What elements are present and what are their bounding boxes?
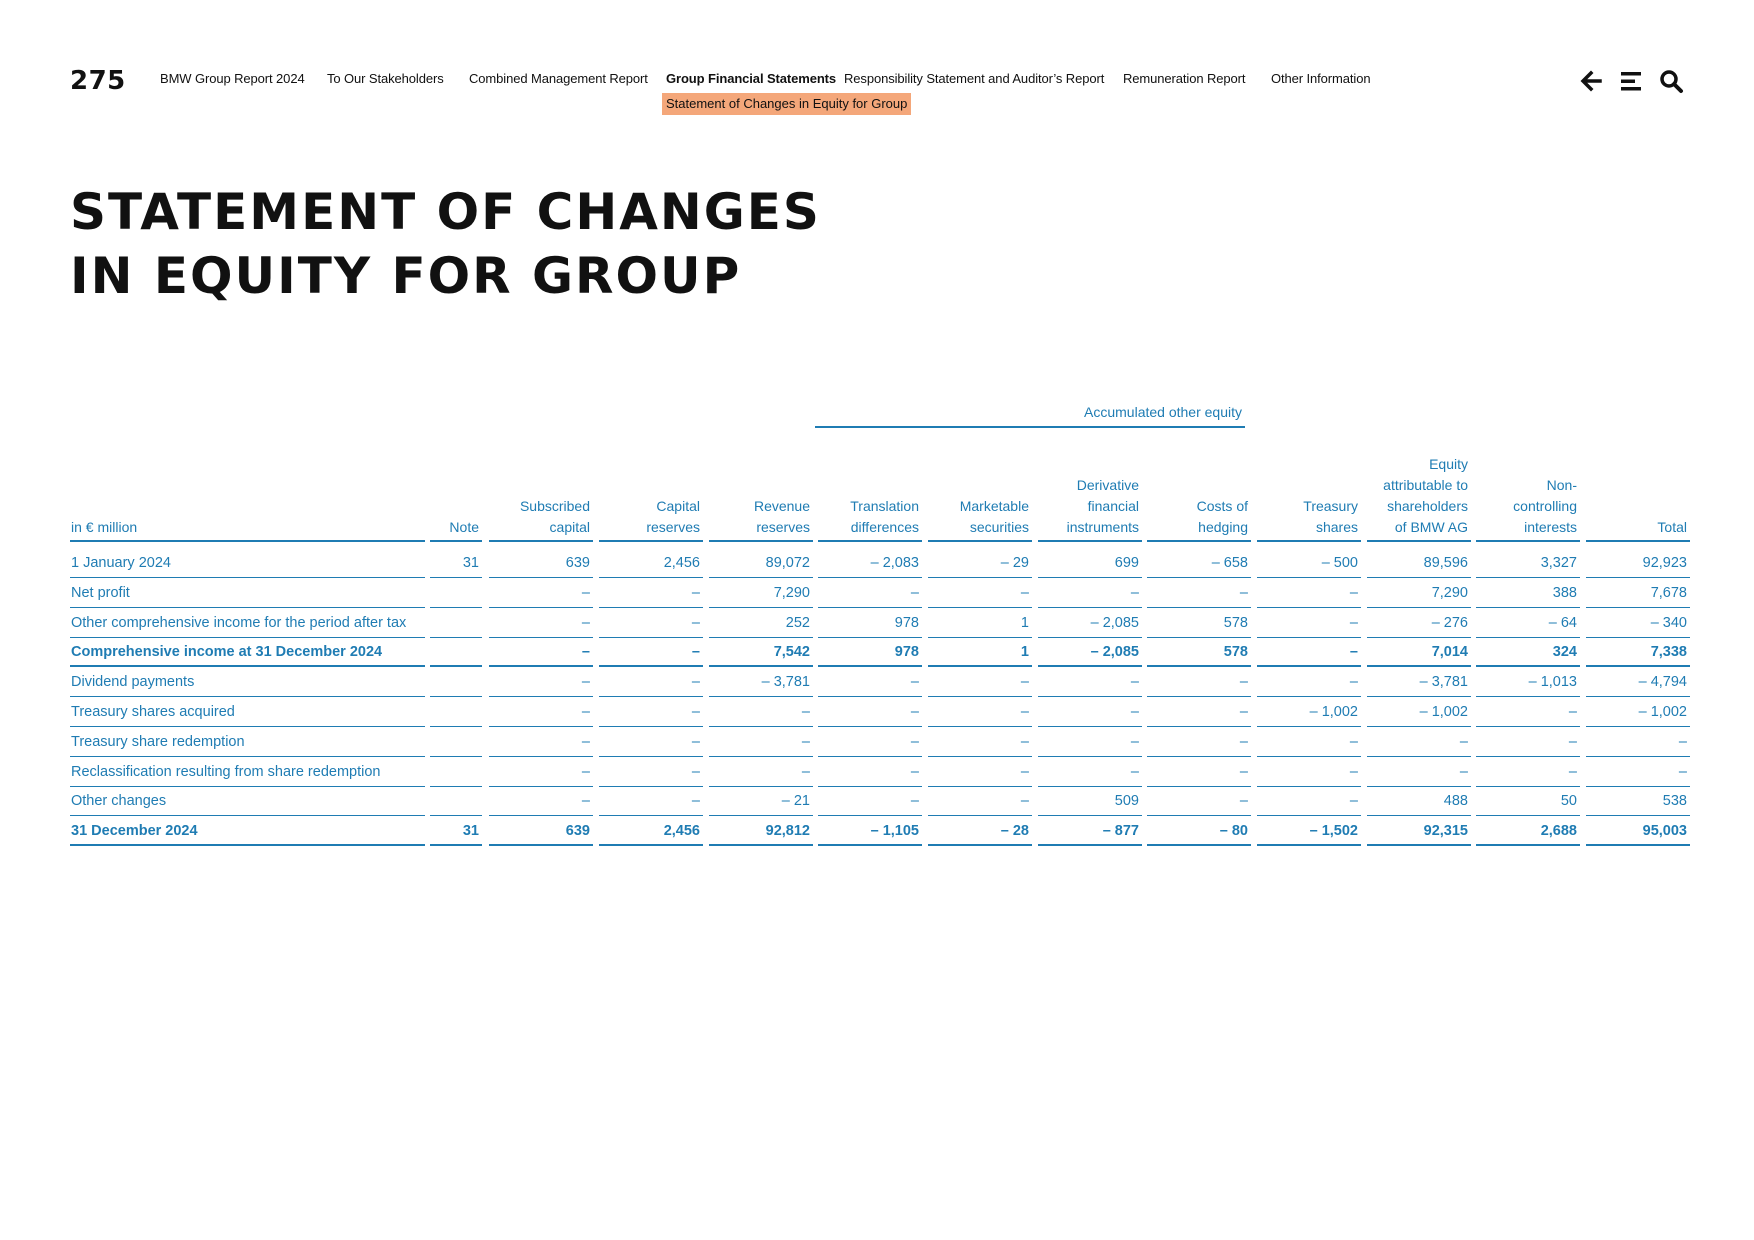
cell-derivative-financial-instruments: – [1038,697,1142,727]
cell-subscribed-capital: – [489,757,593,787]
cell-costs-of-hedging: 578 [1147,637,1251,667]
cell-revenue-reserves: 7,290 [709,578,813,608]
cell-non-controlling-interests: – [1476,697,1580,727]
table-row [0,667,1754,697]
row-label: Net profit [70,578,425,608]
cell-equity-attributable: 7,290 [1367,578,1471,608]
cell-derivative-financial-instruments: – 2,085 [1038,637,1142,667]
table-row [0,757,1754,787]
cell-marketable-securities: – [928,667,1032,697]
cell-note [430,667,482,697]
cell-costs-of-hedging: – [1147,786,1251,816]
cell-total: – 340 [1586,608,1690,638]
cell-treasury-shares: – 500 [1257,548,1361,578]
header-derivative-financial-instruments: Derivative financial instruments [1038,452,1142,542]
cell-non-controlling-interests: 3,327 [1476,548,1580,578]
cell-treasury-shares: – [1257,637,1361,667]
cell-total: 95,003 [1586,816,1690,846]
nav-item-stakeholders[interactable]: To Our Stakeholders [327,71,444,86]
cell-treasury-shares: – [1257,757,1361,787]
cell-total: – 1,002 [1586,697,1690,727]
cell-marketable-securities: – [928,697,1032,727]
header-non-controlling-interests: Non- controlling interests [1476,452,1580,542]
cell-revenue-reserves: 7,542 [709,637,813,667]
cell-note [430,786,482,816]
cell-equity-attributable: 7,014 [1367,637,1471,667]
table-row [0,548,1754,578]
header-translation-differences: Translation differences [818,452,922,542]
cell-subscribed-capital: – [489,608,593,638]
cell-total: – 4,794 [1586,667,1690,697]
cell-non-controlling-interests: – [1476,727,1580,757]
cell-costs-of-hedging: – 658 [1147,548,1251,578]
cell-costs-of-hedging: – [1147,667,1251,697]
cell-note: 31 [430,816,482,846]
cell-translation-differences: – 2,083 [818,548,922,578]
cell-total: – [1586,757,1690,787]
cell-capital-reserves: – [599,667,703,697]
nav-item-report[interactable]: BMW Group Report 2024 [160,71,305,86]
cell-derivative-financial-instruments: – [1038,727,1142,757]
cell-treasury-shares: – [1257,667,1361,697]
cell-note [430,727,482,757]
cell-subscribed-capital: – [489,637,593,667]
cell-equity-attributable: 89,596 [1367,548,1471,578]
cell-total: 538 [1586,786,1690,816]
cell-derivative-financial-instruments: – [1038,757,1142,787]
cell-revenue-reserves: – 21 [709,786,813,816]
header-equity-attributable: Equity attributable to shareholders of BMW AG [1367,452,1471,542]
header-costs-of-hedging: Costs of hedging [1147,452,1251,542]
cell-capital-reserves: – [599,578,703,608]
cell-translation-differences: – [818,727,922,757]
cell-non-controlling-interests: – 1,013 [1476,667,1580,697]
row-label: Treasury share redemption [70,727,425,757]
table-row [0,816,1754,846]
cell-costs-of-hedging: – [1147,757,1251,787]
cell-translation-differences: – [818,578,922,608]
page-title: STATEMENT OF CHANGES IN EQUITY FOR GROUP [70,183,821,305]
cell-note [430,697,482,727]
cell-subscribed-capital: 639 [489,548,593,578]
cell-capital-reserves: – [599,637,703,667]
row-label: Reclassification resulting from share redemption [70,757,425,787]
cell-capital-reserves: – [599,786,703,816]
cell-subscribed-capital: – [489,667,593,697]
cell-note [430,578,482,608]
cell-marketable-securities: – [928,757,1032,787]
cell-treasury-shares: – [1257,608,1361,638]
row-label: Treasury shares acquired [70,697,425,727]
cell-capital-reserves: – [599,757,703,787]
header-label: in € million [70,452,425,542]
cell-capital-reserves: – [599,697,703,727]
row-label: Dividend payments [70,667,425,697]
cell-marketable-securities: 1 [928,608,1032,638]
cell-costs-of-hedging: – [1147,697,1251,727]
cell-revenue-reserves: 92,812 [709,816,813,846]
cell-translation-differences: 978 [818,637,922,667]
row-label: Comprehensive income at 31 December 2024 [70,637,425,667]
cell-subscribed-capital: – [489,697,593,727]
cell-capital-reserves: – [599,727,703,757]
cell-revenue-reserves: – [709,727,813,757]
cell-total: – [1586,727,1690,757]
cell-non-controlling-interests: – [1476,757,1580,787]
header-treasury-shares: Treasury shares [1257,452,1361,542]
cell-marketable-securities: 1 [928,637,1032,667]
cell-total: 7,338 [1586,637,1690,667]
group-header-accumulated-other-equity: Accumulated other equity [815,404,1245,428]
cell-derivative-financial-instruments: – [1038,667,1142,697]
cell-treasury-shares: – [1257,578,1361,608]
cell-derivative-financial-instruments: – [1038,578,1142,608]
cell-capital-reserves: – [599,608,703,638]
cell-translation-differences: – [818,667,922,697]
nav-item-other-information[interactable]: Other Information [1271,71,1371,86]
cell-non-controlling-interests: 2,688 [1476,816,1580,846]
header-subscribed-capital: Subscribed capital [489,452,593,542]
cell-note [430,608,482,638]
cell-subscribed-capital: – [489,578,593,608]
cell-equity-attributable: – 3,781 [1367,667,1471,697]
cell-derivative-financial-instruments: 699 [1038,548,1142,578]
header-total: Total [1586,452,1690,542]
cell-subscribed-capital: – [489,786,593,816]
cell-non-controlling-interests: 388 [1476,578,1580,608]
cell-treasury-shares: – [1257,786,1361,816]
cell-treasury-shares: – 1,502 [1257,816,1361,846]
cell-equity-attributable: – 1,002 [1367,697,1471,727]
table-row [0,637,1754,667]
cell-costs-of-hedging: – 80 [1147,816,1251,846]
cell-revenue-reserves: – 3,781 [709,667,813,697]
cell-non-controlling-interests: 324 [1476,637,1580,667]
table-row [0,578,1754,608]
cell-revenue-reserves: – [709,697,813,727]
cell-total: 7,678 [1586,578,1690,608]
row-label: 31 December 2024 [70,816,425,846]
header-marketable-securities: Marketable securities [928,452,1032,542]
cell-costs-of-hedging: – [1147,727,1251,757]
row-label: 1 January 2024 [70,548,425,578]
table-row [0,727,1754,757]
cell-marketable-securities: – 29 [928,548,1032,578]
page-number: 275 [70,66,126,96]
cell-marketable-securities: – [928,578,1032,608]
table-row [0,697,1754,727]
cell-capital-reserves: 2,456 [599,548,703,578]
cell-translation-differences: 978 [818,608,922,638]
nav-item-management-report[interactable]: Combined Management Report [469,71,648,86]
cell-subscribed-capital: – [489,727,593,757]
cell-translation-differences: – 1,105 [818,816,922,846]
table-row [0,608,1754,638]
cell-translation-differences: – [818,786,922,816]
nav-item-remuneration-report[interactable]: Remuneration Report [1123,71,1246,86]
cell-derivative-financial-instruments: – 2,085 [1038,608,1142,638]
cell-derivative-financial-instruments: 509 [1038,786,1142,816]
row-label: Other changes [70,786,425,816]
cell-equity-attributable: – [1367,727,1471,757]
cell-note [430,637,482,667]
nav-item-responsibility-statement[interactable]: Responsibility Statement and Auditor’s Report [844,71,1105,86]
cell-revenue-reserves: 252 [709,608,813,638]
cell-translation-differences: – [818,757,922,787]
cell-translation-differences: – [818,697,922,727]
cell-non-controlling-interests: – 64 [1476,608,1580,638]
header-note: Note [430,452,482,542]
cell-costs-of-hedging: 578 [1147,608,1251,638]
cell-equity-attributable: 488 [1367,786,1471,816]
cell-derivative-financial-instruments: – 877 [1038,816,1142,846]
cell-equity-attributable: – [1367,757,1471,787]
header-revenue-reserves: Revenue reserves [709,452,813,542]
cell-equity-attributable: – 276 [1367,608,1471,638]
cell-marketable-securities: – 28 [928,816,1032,846]
nav-item-financial-statements[interactable]: Group Financial Statements [666,71,837,86]
cell-note [430,757,482,787]
cell-revenue-reserves: 89,072 [709,548,813,578]
cell-total: 92,923 [1586,548,1690,578]
cell-revenue-reserves: – [709,757,813,787]
cell-costs-of-hedging: – [1147,578,1251,608]
cell-subscribed-capital: 639 [489,816,593,846]
table-row [0,786,1754,816]
cell-capital-reserves: 2,456 [599,816,703,846]
cell-marketable-securities: – [928,727,1032,757]
cell-treasury-shares: – [1257,727,1361,757]
cell-non-controlling-interests: 50 [1476,786,1580,816]
header-capital-reserves: Capital reserves [599,452,703,542]
cell-treasury-shares: – 1,002 [1257,697,1361,727]
cell-marketable-securities: – [928,786,1032,816]
current-section-badge[interactable]: Statement of Changes in Equity for Group [662,93,911,115]
cell-note: 31 [430,548,482,578]
row-label: Other comprehensive income for the period after tax [70,608,425,638]
cell-equity-attributable: 92,315 [1367,816,1471,846]
